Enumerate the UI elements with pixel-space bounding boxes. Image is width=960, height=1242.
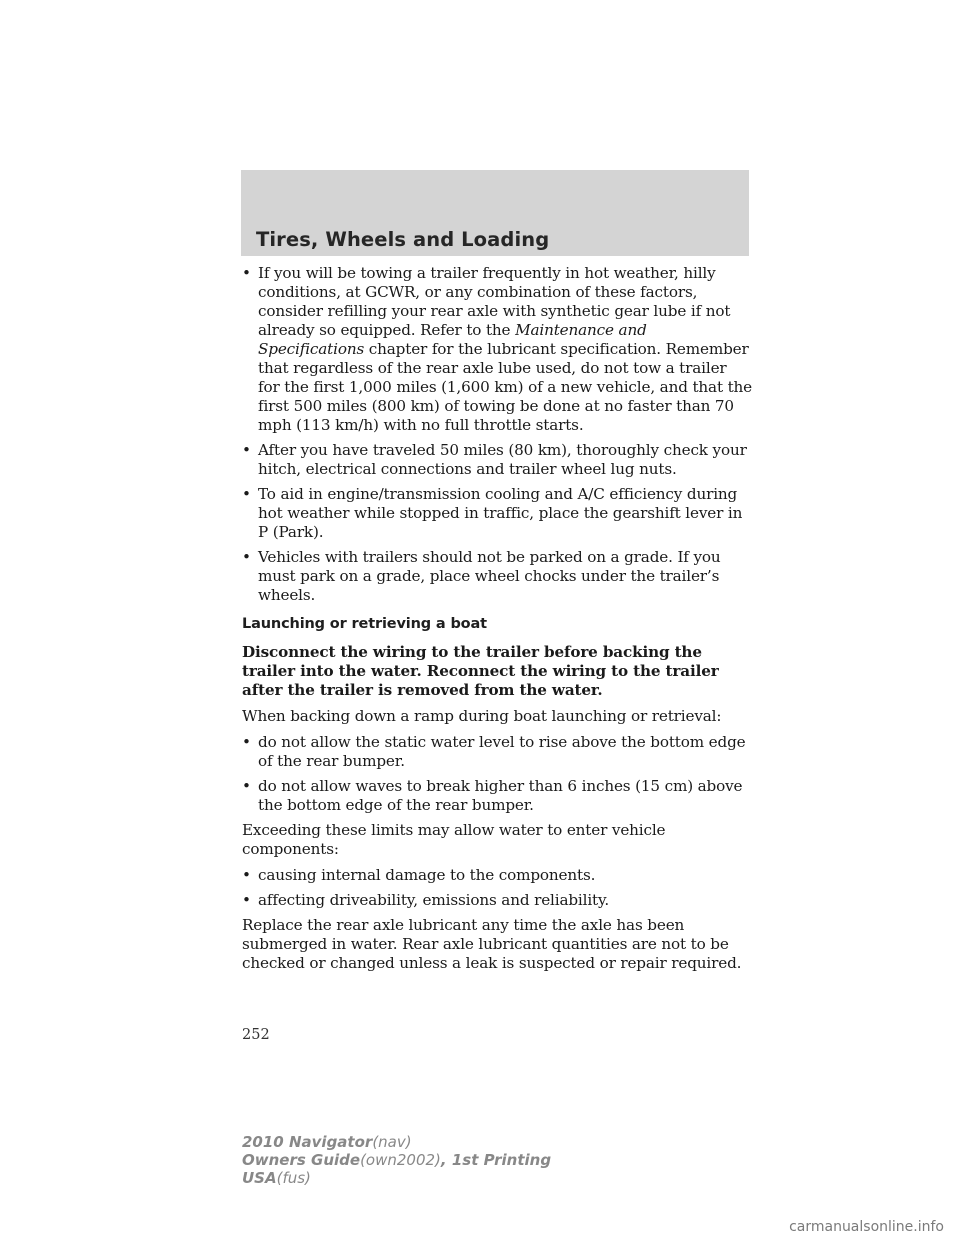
footer-line-3 (242, 1169, 551, 1187)
list-item-text: To aid in engine/transmission cooling and A/C efficiency during hot weather while stopped in traffic, place the gearshift lever in P (Park). (258, 485, 743, 541)
list-item (242, 548, 752, 605)
ramp-intro: When backing down a ramp during boat launching or retrieval: (242, 707, 722, 725)
footer-line-2 (242, 1151, 551, 1169)
list-item-text: causing internal damage to the components. (258, 866, 596, 884)
towing-tips-list (242, 264, 752, 605)
bullet-icon: • (242, 891, 251, 909)
watermark-link[interactable]: carmanualsonline.info (789, 1219, 944, 1235)
closing-paragraph: Replace the rear axle lubricant any time the axle has been submerged in water. Rear axle lubricant quantities are not to be checked or changed unless a leak is suspected or repair required. (242, 916, 742, 972)
bullet-icon: • (242, 866, 251, 884)
bullet-icon: • (242, 777, 251, 795)
footer-printing: , 1st Printing (440, 1151, 552, 1169)
list-item-text: chapter for the lubricant specification. Remember that regardless of the rear axle lube used, do not tow a trailer for the first 1,000 miles (1,600 km) of a new vehicle, and that the first 500 miles (800 km) of towing be done at no faster than 70 mph (113 km/h) with no full throttle starts. (258, 340, 753, 434)
chapter-reference: Maintenance and Specifications (258, 321, 647, 358)
bullet-icon: • (242, 441, 251, 459)
limits-intro: Exceeding these limits may allow water to enter vehicle components: (242, 821, 666, 858)
list-item (242, 264, 752, 435)
list-item-text: do not allow the static water level to rise above the bottom edge of the rear bumper. (258, 733, 746, 770)
list-item-text: If you will be towing a trailer frequently in hot weather, hilly conditions, at GCWR, or any combination of these factors, consider refilling your rear axle with synthetic gear lube if not already so equipped. Refer to the (258, 264, 731, 339)
bullet-icon: • (242, 485, 251, 503)
boat-section-heading: Launching or retrieving a boat (242, 616, 487, 632)
list-item-text: Vehicles with trailers should not be parked on a grade. If you must park on a grade, place wheel chocks under the trailer’s wheels. (258, 548, 721, 604)
list-item-text: After you have traveled 50 miles (80 km), thoroughly check your hitch, electrical connections and trailer wheel lug nuts. (258, 441, 747, 478)
list-item (242, 485, 752, 542)
footer-model: 2010 Navigator (242, 1133, 373, 1151)
page-content (242, 264, 752, 980)
list-item (242, 866, 752, 885)
page-number: 252 (242, 1027, 270, 1043)
list-item (242, 733, 752, 771)
print-footer (242, 1133, 551, 1187)
bullet-icon: • (242, 264, 251, 282)
footer-market: USA (242, 1169, 277, 1187)
section-title: Tires, Wheels and Loading (256, 228, 550, 251)
list-item (242, 891, 752, 910)
footer-guide-code: (own2002) (360, 1151, 441, 1169)
list-item-text: affecting driveability, emissions and reliability. (258, 891, 610, 909)
bullet-icon: • (242, 548, 251, 566)
list-item (242, 777, 752, 815)
footer-guide: Owners Guide (242, 1151, 361, 1169)
list-item-text: do not allow waves to break higher than 6 inches (15 cm) above the bottom edge of the rear bumper. (258, 777, 743, 814)
wiring-warning: Disconnect the wiring to the trailer before backing the trailer into the water. Reconnect the wiring to the trailer after the trailer is removed from the water. (242, 643, 719, 699)
ramp-list (242, 733, 752, 815)
footer-model-code: (nav) (372, 1133, 412, 1151)
footer-line-1 (242, 1133, 551, 1151)
limits-list (242, 866, 752, 910)
list-item (242, 441, 752, 479)
bullet-icon: • (242, 733, 251, 751)
footer-market-code: (fus) (276, 1169, 311, 1187)
